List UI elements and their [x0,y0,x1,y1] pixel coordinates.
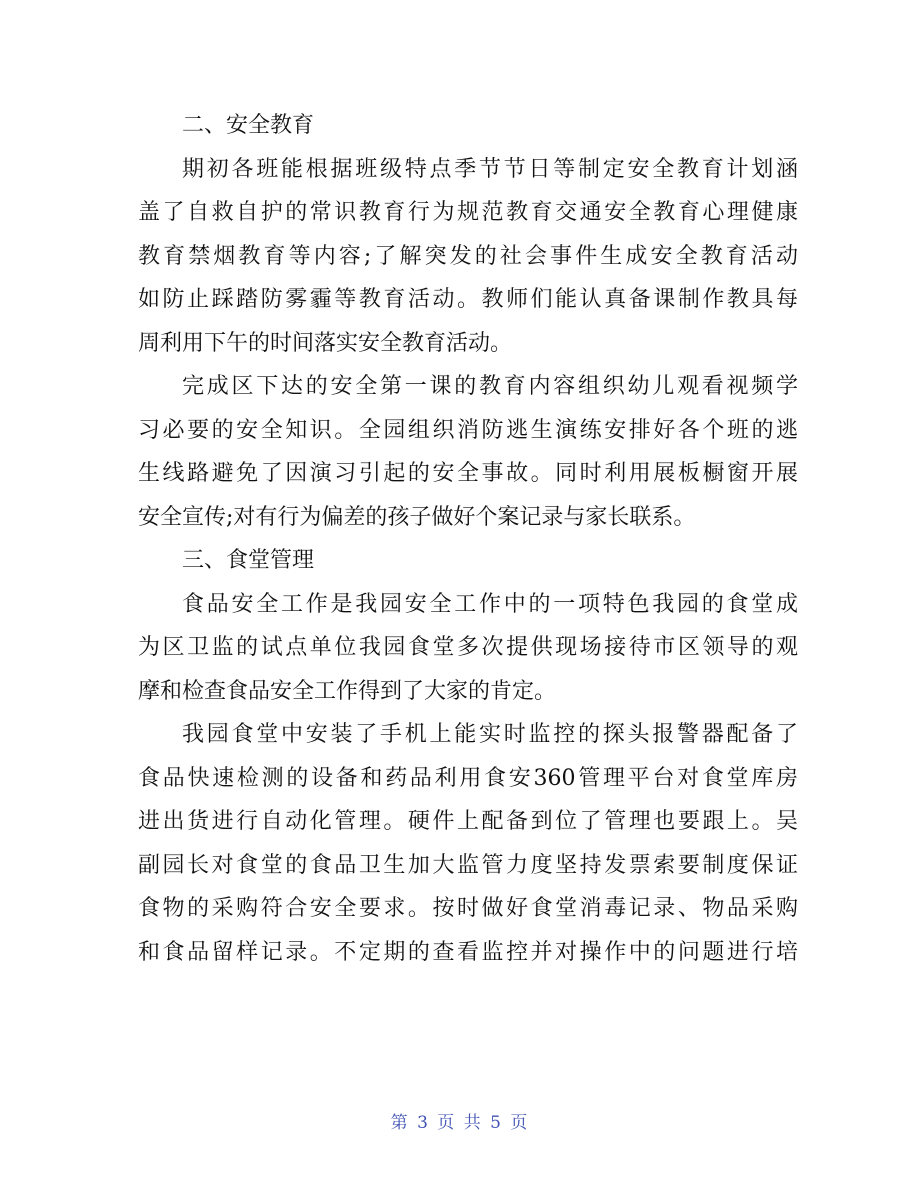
section-heading-safety-education: 二、安全教育 [182,113,315,138]
paragraph-line: 周利用下午的时间落实安全教育活动。 [138,330,513,356]
paragraph-line: 为区卫监的试点单位我园食堂多次提供现场接待市区领导的观 [138,635,798,660]
paragraph-line: 完成区下达的安全第一课的教育内容组织幼儿观看视频学 [182,374,798,399]
paragraph-line: 盖了自救自护的常识教育行为规范教育交通安全教育心理健康 [138,200,798,225]
paragraph-line: 教育禁烟教育等内容;了解突发的社会事件生成安全教育活动 [138,243,798,269]
paragraph-line: 期初各班能根据班级特点季节节日等制定安全教育计划涵 [182,156,798,182]
paragraph-line: 习必要的安全知识。全园组织消防逃生演练安排好各个班的逃 [138,417,798,443]
body-text [138,104,798,974]
paragraph-line: 进出货进行自动化管理。硬件上配备到位了管理也要跟上。吴 [138,809,798,834]
paragraph-line: 食品快速检测的设备和药品利用食安360管理平台对食堂库房 [138,765,798,791]
paragraph-line: 和食品留样记录。不定期的查看监控并对操作中的问题进行培 [138,939,798,965]
section-heading-canteen-management: 三、食堂管理 [182,548,315,573]
paragraph-line: 摩和检查食品安全工作得到了大家的肯定。 [138,678,557,704]
paragraph-line: 生线路避免了因演习引起的安全事故。同时利用展板橱窗开展 [138,461,798,486]
paragraph-line: 食品安全工作是我园安全工作中的一项特色我园的食堂成 [182,591,798,617]
paragraph-line: 食物的采购符合安全要求。按时做好食堂消毒记录、物品采购 [138,896,798,921]
paragraph-line: 如防止踩踏防雾霾等教育活动。教师们能认真备课制作教具每 [138,287,798,312]
paragraph-line: 副园长对食堂的食品卫生加大监管力度坚持发票索要制度保证 [138,852,798,878]
paragraph-line: 我园食堂中安装了手机上能实时监控的探头报警器配备了 [182,722,798,747]
paragraph-line: 安全宣传;对有行为偏差的孩子做好个案记录与家长联系。 [138,504,696,530]
page-number-footer: 第 3 页 共 5 页 [390,1113,530,1133]
